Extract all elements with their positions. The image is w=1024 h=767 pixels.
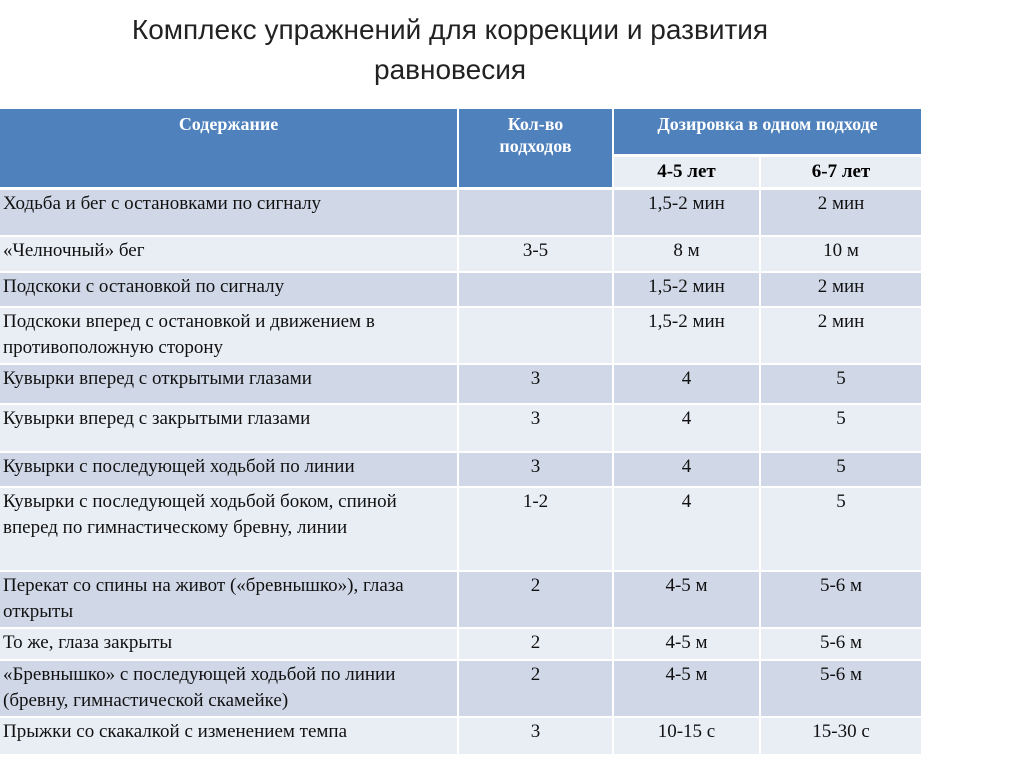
exercise-name: Кувырки вперед с закрытыми глазами: [0, 405, 459, 453]
exercise-name: Кувырки вперед с открытыми глазами: [0, 365, 459, 405]
table-row: [0, 273, 923, 308]
table-row: [0, 190, 923, 237]
exercise-name: То же, глаза закрыты: [0, 629, 459, 661]
sets-count: 3: [459, 718, 614, 756]
dosage-6-7: 2 мин: [761, 273, 923, 308]
table-row: [0, 308, 923, 365]
sets-count: [459, 308, 614, 365]
dosage-4-5: 4: [614, 453, 761, 488]
exercise-name: Подскоки вперед с остановкой и движением в противоположную сторону: [0, 308, 459, 365]
sets-count: 2: [459, 572, 614, 629]
dosage-4-5: 1,5-2 мин: [614, 190, 761, 237]
sets-count: [459, 190, 614, 237]
dosage-6-7: 2 мин: [761, 308, 923, 365]
dosage-4-5: 4-5 м: [614, 572, 761, 629]
dosage-4-5: 8 м: [614, 237, 761, 273]
header-sets: [459, 109, 614, 190]
sets-count: 3-5: [459, 237, 614, 273]
sets-count: [459, 273, 614, 308]
table-row: [0, 453, 923, 488]
table-row: [0, 365, 923, 405]
sets-count: 2: [459, 661, 614, 718]
dosage-4-5: 4-5 м: [614, 629, 761, 661]
header-dosage: Дозировка в одном подходе: [614, 109, 923, 157]
dosage-6-7: 5-6 м: [761, 661, 923, 718]
dosage-4-5: 4: [614, 365, 761, 405]
sets-count: 3: [459, 365, 614, 405]
exercise-name: Подскоки с остановкой по сигналу: [0, 273, 459, 308]
header-sets-line-1: Кол-во: [507, 114, 564, 134]
header-age-4-5: 4-5 лет: [614, 157, 761, 190]
dosage-4-5: 1,5-2 мин: [614, 308, 761, 365]
table-row: [0, 488, 923, 572]
page-title: [0, 10, 900, 90]
exercise-name: Кувырки с последующей ходьбой боком, спиной вперед по гимнастическому бревну, линии: [0, 488, 459, 572]
dosage-6-7: 5: [761, 488, 923, 572]
table-row: [0, 629, 923, 661]
dosage-6-7: 5: [761, 405, 923, 453]
dosage-6-7: 2 мин: [761, 190, 923, 237]
dosage-4-5: 10-15 с: [614, 718, 761, 756]
dosage-6-7: 5: [761, 453, 923, 488]
exercise-name: Прыжки со скакалкой с изменением темпа: [0, 718, 459, 756]
dosage-6-7: 5-6 м: [761, 572, 923, 629]
table-row: [0, 405, 923, 453]
exercise-name: Ходьба и бег с остановками по сигналу: [0, 190, 459, 237]
sets-count: 3: [459, 405, 614, 453]
title-line-2: равновесия: [374, 54, 526, 85]
dosage-6-7: 15-30 с: [761, 718, 923, 756]
sets-count: 2: [459, 629, 614, 661]
exercise-name: «Челночный» бег: [0, 237, 459, 273]
exercise-name: Перекат со спины на живот («бревнышко»), глаза открыты: [0, 572, 459, 629]
sets-count: 1-2: [459, 488, 614, 572]
dosage-6-7: 10 м: [761, 237, 923, 273]
title-line-1: Комплекс упражнений для коррекции и развития: [131, 14, 769, 45]
header-age-6-7: 6-7 лет: [761, 157, 923, 190]
dosage-4-5: 4-5 м: [614, 661, 761, 718]
table-row: [0, 661, 923, 718]
table-row: [0, 718, 923, 756]
dosage-4-5: 4: [614, 405, 761, 453]
exercise-name: Кувырки с последующей ходьбой по линии: [0, 453, 459, 488]
dosage-6-7: 5-6 м: [761, 629, 923, 661]
dosage-4-5: 1,5-2 мин: [614, 273, 761, 308]
header-sets-line-2: подходов: [499, 136, 572, 156]
table-row: [0, 237, 923, 273]
sets-count: 3: [459, 453, 614, 488]
header-content: Содержание: [0, 109, 459, 190]
table-header: [0, 109, 923, 190]
exercise-name: «Бревнышко» с последующей ходьбой по линии (бревну, гимнастической скамейке): [0, 661, 459, 718]
table-row: [0, 572, 923, 629]
dosage-4-5: 4: [614, 488, 761, 572]
exercise-table: [0, 109, 923, 756]
dosage-6-7: 5: [761, 365, 923, 405]
